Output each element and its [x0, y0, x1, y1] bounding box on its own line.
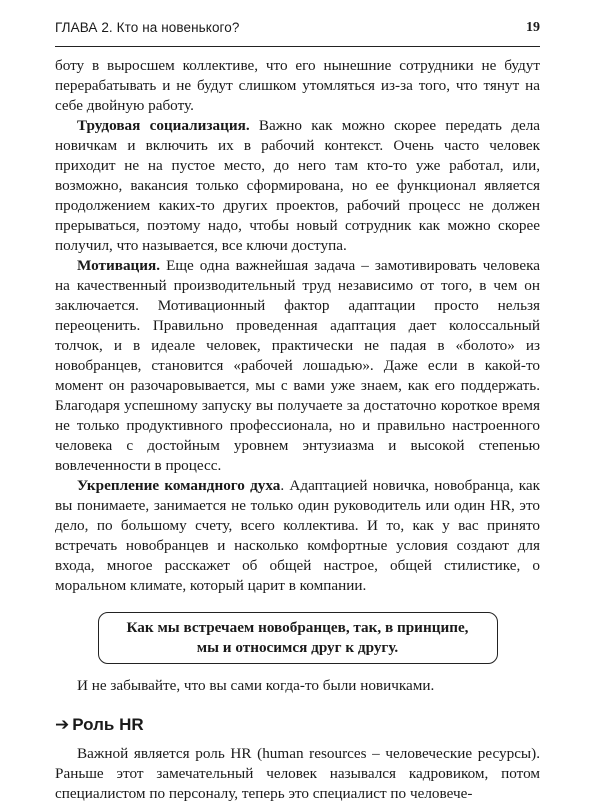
run-in-heading: Укрепление командного духа — [77, 477, 281, 494]
paragraph-text: . Адаптацией новичка, новобранца, как вы понимаете, занимается не только один руководитель или один HR, это дело, по большому счету, всего коллектива. И то, как у вас принято встречать новобранцев и насколько комфортные условия создают для входа, многое расскажет об общей настрое, общей стилистике, о моральном климате, который царит в компании. — [55, 477, 540, 594]
run-in-heading: Мотивация. — [77, 257, 161, 274]
page-body — [55, 56, 540, 804]
callout-box — [98, 612, 498, 664]
paragraph-labor-socialization — [55, 116, 540, 256]
paragraph-continuation: боту в выросшем коллективе, что его нынешние сотрудники не будут перерабатывать и не будут слишком утомляться из-за того, что тянут на себе двойную работу. — [55, 57, 540, 114]
section-heading-text: Роль HR — [72, 715, 144, 734]
page-header — [55, 16, 540, 47]
run-in-heading: Трудовая социализация. — [77, 117, 250, 134]
page-number: 19 — [526, 20, 540, 35]
paragraph-hr-role: Важной является роль HR (human resources – человеческие ресурсы). Раньше этот замечательный человек назывался кадровиком, потом специалистом по персоналу, теперь это специалист по человече- — [55, 745, 540, 802]
callout-line: мы и относимся друг к другу. — [196, 639, 399, 656]
section-heading — [55, 714, 540, 736]
chapter-title: ГЛАВА 2. Кто на новенького? — [55, 20, 240, 35]
paragraph-reminder: И не забывайте, что вы сами когда-то были новичками. — [77, 677, 435, 694]
paragraph-text: Еще одна важнейшая задача – замотивировать человека на качественный производительный труд независимо от того, в чем он заключается. Мотивационный фактор адаптации просто нельзя переоценить. Правильно проведенная адаптация дает колоссальный толчок, и в идеале человек, практически не падая в «болото» из новобранцев, становится «рабочей лошадью». Даже если в какой-то момент он разочаровывается, мы с вами уже знаем, как его поддержать. Благодаря успешному запуску вы получаете за достаточно короткое время не только продуктивного профессионала, но и правильно настроенного человека с достойным уровнем энтузиазма и высокой степенью вовлеченности в процесс. — [55, 257, 540, 474]
paragraph-team-spirit — [55, 476, 540, 596]
paragraph-text: Важно как можно скорее передать дела новичкам и включить их в рабочий контекст. Очень часто человек приходит не на пустое место, до него там кто-то уже работал, или, возможно, вакансия только сформирована, но ее функционал является продолжением каких-то других проектов, рабочий процесс не должен прерываться, поэтому надо, чтобы новый сотрудник как можно скорее получил, что называется, все ключи доступа. — [55, 117, 541, 254]
paragraph-motivation — [55, 256, 540, 476]
arrow-right-icon: ➔ — [55, 715, 70, 734]
callout-line: Как мы встречаем новобранцев, так, в принципе, — [126, 619, 469, 636]
